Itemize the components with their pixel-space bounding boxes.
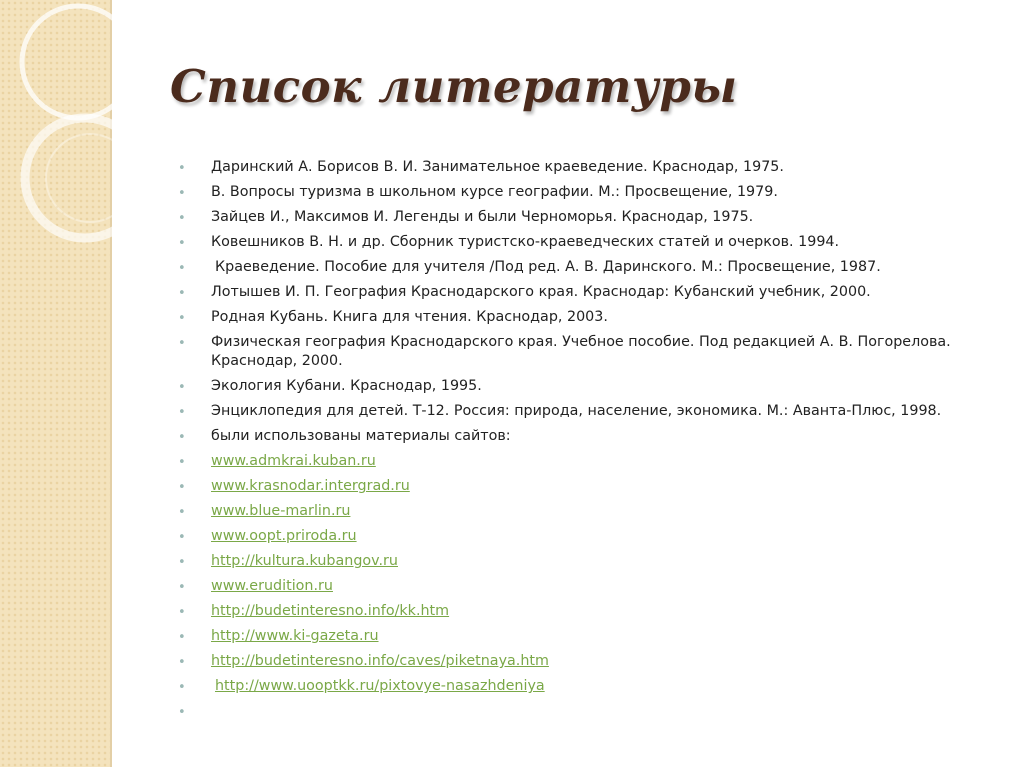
reference-item: • Краеведение. Пособие для учителя /Под ред. А. В. Даринского. М.: Просвещение, 1987. bbox=[178, 259, 881, 276]
link-item bbox=[178, 577, 978, 596]
link-item bbox=[178, 502, 978, 521]
reference-item: • были использованы материалы сайтов: bbox=[178, 428, 511, 445]
link-item bbox=[178, 527, 978, 546]
slide-title: Список литературы bbox=[170, 60, 738, 113]
reference-item: • Даринский А. Борисов В. И. Занимательное краеведение. Краснодар, 1975. bbox=[178, 159, 784, 176]
bullet-icon: • bbox=[178, 605, 186, 620]
site-link[interactable]: www.oopt.priroda.ru bbox=[211, 528, 357, 544]
bullet-icon: • bbox=[178, 430, 186, 445]
reference-item: • Ковешников В. Н. и др. Сборник туристско-краеведческих статей и очерков. 1994. bbox=[178, 234, 840, 251]
reference-item: • Физическая география Краснодарского края. Учебное пособие. Под редакцией А. В. Погорелова. Краснодар, 2000. bbox=[178, 334, 951, 369]
bullet-icon: • bbox=[178, 405, 186, 420]
reference-item: • Зайцев И., Максимов И. Легенды и были Черноморья. Краснодар, 1975. bbox=[178, 209, 754, 226]
site-link[interactable]: http://kultura.kubangov.ru bbox=[211, 553, 398, 569]
link-item bbox=[178, 652, 978, 671]
bullet-icon: • bbox=[178, 286, 186, 301]
link-item bbox=[178, 602, 978, 621]
reference-list bbox=[178, 158, 978, 720]
site-link[interactable]: http://www.ki-gazeta.ru bbox=[211, 628, 379, 644]
site-link[interactable]: http://budetinteresno.info/caves/piketnaya.htm bbox=[211, 653, 549, 669]
bullet-icon: • bbox=[178, 161, 186, 176]
site-link[interactable]: www.admkrai.kuban.ru bbox=[211, 453, 376, 469]
reference-item: • Лотышев И. П. География Краснодарского края. Краснодар: Кубанский учебник, 2000. bbox=[178, 284, 871, 301]
bullet-icon: • bbox=[178, 261, 186, 276]
link-item bbox=[178, 552, 978, 571]
bullet-icon: • bbox=[178, 455, 186, 470]
reference-item: • Родная Кубань. Книга для чтения. Краснодар, 2003. bbox=[178, 309, 608, 326]
reference-item: • Энциклопедия для детей. Т-12. Россия: природа, население, экономика. М.: Аванта-Плюс, 1998. bbox=[178, 403, 942, 420]
bullet-icon: • bbox=[178, 580, 186, 595]
link-item bbox=[178, 627, 978, 646]
bullet-icon: • bbox=[178, 655, 186, 670]
link-item bbox=[178, 677, 978, 696]
reference-item: • Экология Кубани. Краснодар, 1995. bbox=[178, 378, 482, 395]
reference-item: • В. Вопросы туризма в школьном курсе географии. М.: Просвещение, 1979. bbox=[178, 184, 778, 201]
bullet-icon: • bbox=[178, 555, 186, 570]
bullet-icon: • bbox=[178, 530, 186, 545]
site-link[interactable]: www.krasnodar.intergrad.ru bbox=[211, 478, 410, 494]
decorative-rings bbox=[0, 0, 120, 300]
bullet-icon: • bbox=[178, 336, 186, 351]
bullet-icon: • bbox=[178, 380, 186, 395]
bullet-icon: • bbox=[178, 211, 186, 226]
bullet-icon: • bbox=[178, 186, 186, 201]
bullet-icon: • bbox=[178, 480, 186, 495]
link-item bbox=[178, 477, 978, 496]
site-link[interactable]: http://budetinteresno.info/kk.htm bbox=[211, 603, 450, 619]
site-link[interactable]: www.blue-marlin.ru bbox=[211, 503, 351, 519]
bullet-icon: • bbox=[178, 505, 186, 520]
bullet-icon: • bbox=[178, 680, 186, 695]
site-link[interactable]: http://www.uooptkk.ru/pixtovye-nasazhdeniya bbox=[215, 678, 545, 694]
bullet-icon: • bbox=[178, 630, 186, 645]
link-item bbox=[178, 452, 978, 471]
bullet-icon: • bbox=[178, 311, 186, 326]
site-link[interactable]: www.erudition.ru bbox=[211, 578, 333, 594]
bullet-icon: • bbox=[178, 236, 186, 251]
bullet-icon: • bbox=[178, 705, 186, 720]
